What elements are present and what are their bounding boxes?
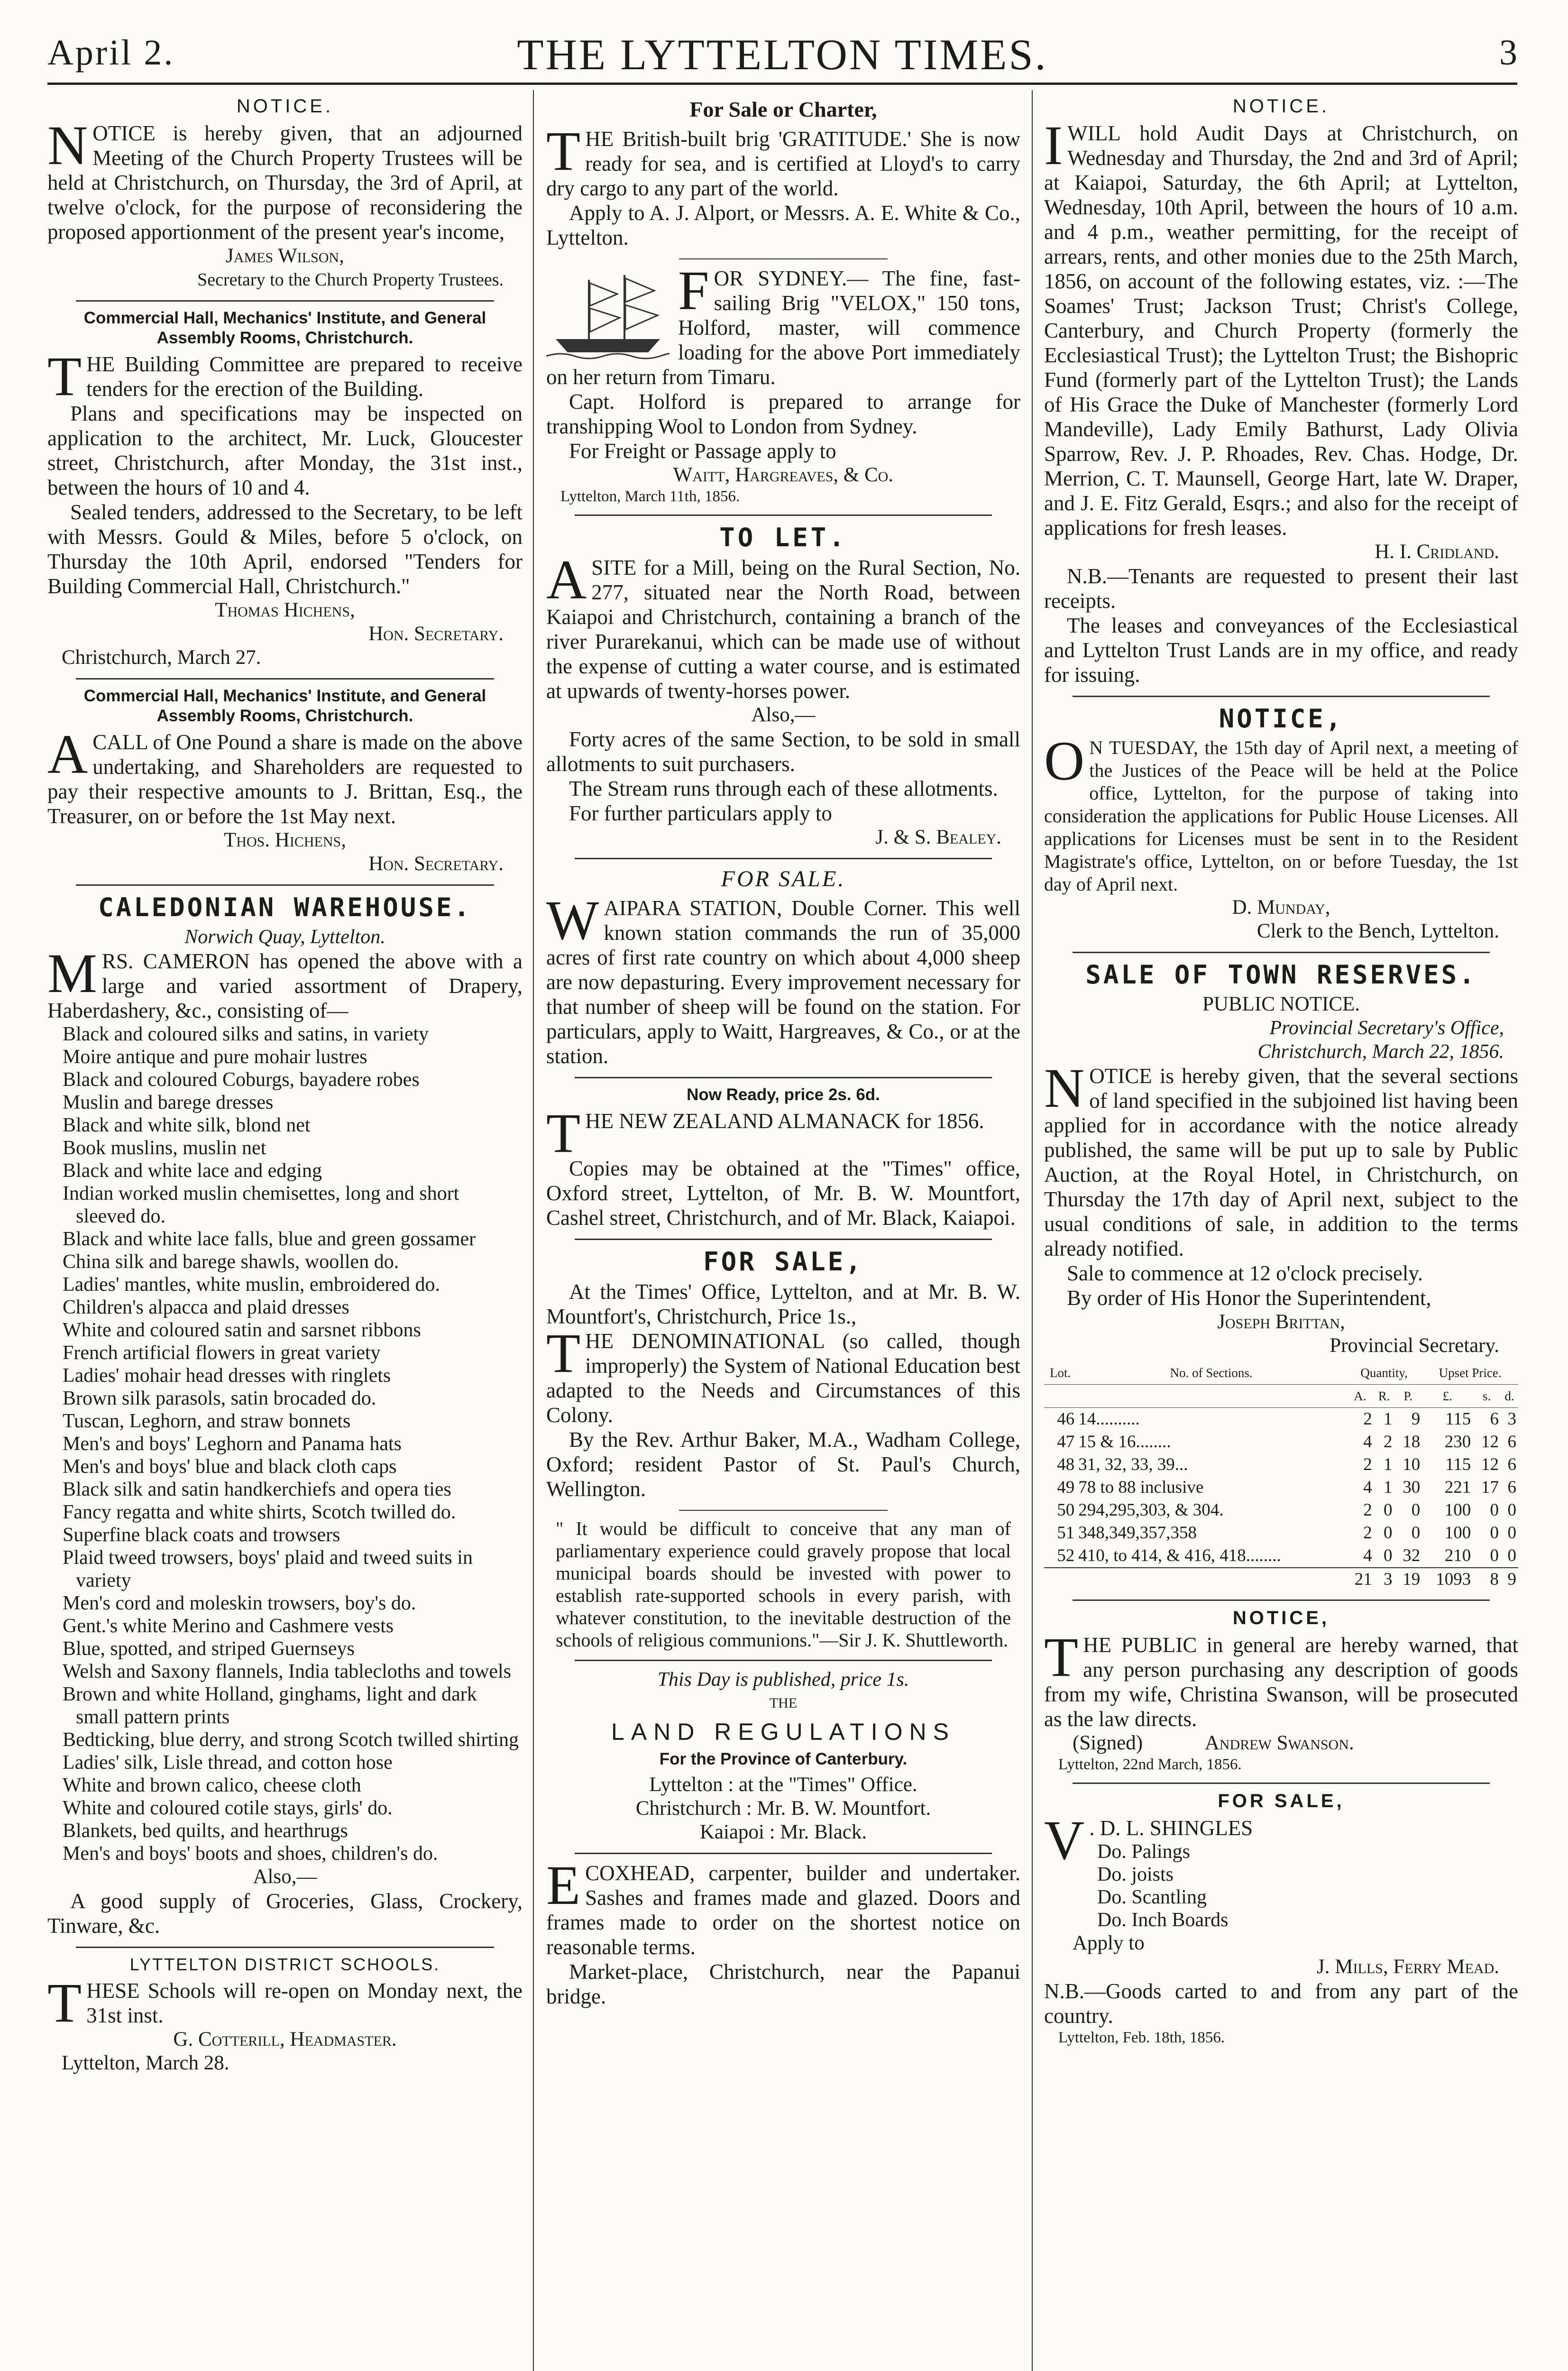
drop-cap: F [678,259,709,322]
table-cell: 6 [1507,1455,1516,1474]
list-item: White and coloured satin and sarsnet ribbons [63,1319,421,1341]
paragraph: N.B.—Goods carted to and from any part of the country. [1044,1979,1518,2028]
lots-table-body [1044,1408,1518,1568]
list-item: Do. Palings [1097,1841,1191,1863]
table-cell: 0 [1490,1546,1499,1565]
paragraph: WILL hold Audit Days at Christchurch, on Wednesday and Thursday, the 2nd and 3rd of April; at Kaiapoi, Saturday, the 6th April; at Lyttelton, Wednesday, 10th April, between the hours of 10 a.m. and 4 p.m., weather permitting, for the receipt of arrears, rents, and other monies due to the 25th March, 1856, on account of the following estates, viz. :—The Soames' Trust; Jackson Trust; Christ's College, Canterbury, and Church Property (formerly the Ecclesiastical Trust); the Lyttelton Trust; the Bishopric Fund (formerly part of the Lyttelton Trust); the Lands of His Grace the Duke of Manchester (formerly Lord Mandeville), Lady Emily Bathurst, Lady Olivia Sparrow, Rev. J. P. Rhoades, Rev. Chas. Hodge, Dr. Merrion, C. T. Maunsell, George Hart, late W. Draper, and J. E. Fitz Gerald, Esqrs.; and also for the receipt of applications for fresh leases. [1044,121,1518,540]
signature: J. & S. Bealey. [875,826,1001,848]
section-heading: LYTTELTON DISTRICT SCHOOLS. [129,1955,440,1974]
table-cell: 51 [1057,1523,1075,1543]
paragraph: By order of His Honor the Superintendent, [1067,1286,1431,1310]
section-heading: For Sale or Charter, [689,97,877,121]
signature: J. Mills, Ferry Mead. [1317,1956,1499,1978]
paragraph: Capt. Holford is prepared to arrange for transhipping Wool to London from Sydney. [546,390,1020,438]
list-item: Gent.'s white Merino and Cashmere vests [63,1615,394,1637]
list-item: Do. joists [1097,1864,1174,1885]
section-heading: Now Ready, price 2s. 6d. [687,1085,880,1104]
signature: D. Munday, [1232,896,1330,919]
drop-cap: O [1044,730,1085,792]
paragraph: Apply to A. J. Alport, or Messrs. A. E. White & Co., Lyttelton. [546,201,1020,249]
table-row [1044,1476,1518,1499]
list-item: White and coloured cotile stays, girls' do. [63,1797,393,1819]
table-cell: 0 [1383,1500,1393,1520]
list-item: Do. Scantling [1097,1886,1207,1908]
to-let-ad [546,523,1020,849]
table-cell: 6 [1507,1432,1516,1452]
list-item: Welsh and Saxony flannels, India tablecloths and towels [63,1661,512,1682]
paragraph: COXHEAD, carpenter, builder and undertaker. Sashes and frames made and glazed. Doors and frames made to order on the shortest notice on reasonable terms. [546,1861,1020,1959]
tenders-notice [47,308,523,670]
divider [1073,1599,1490,1601]
table-row [1044,1522,1518,1544]
sub-heading: For the Province of Canterbury. [659,1750,908,1768]
paragraph: HE NEW ZEALAND ALMANACK for 1856. [585,1109,984,1133]
section-heading: NOTICE, [1219,704,1344,734]
ship-icon [546,268,669,363]
paragraph: A good supply of Groceries, Glass, Crockery, Tinware, &c. [47,1889,523,1938]
paragraph: N.B.—Tenants are requested to present their last receipts. [1044,564,1518,613]
table-row [1044,1453,1518,1476]
table-subheader: A. [1346,1385,1374,1408]
table-cell: 0 [1411,1500,1421,1520]
divider [679,258,888,259]
divider [575,858,992,859]
drop-cap: A [47,723,88,785]
divider [76,300,494,302]
table-cell: 410, to 414, & 416, 418........ [1078,1546,1281,1565]
paragraph: For further particulars apply to [569,801,832,825]
section-heading: SALE OF TOWN RESERVES. [1085,960,1477,990]
list-item: Black silk and satin handkerchiefs and opera ties [63,1479,451,1500]
list-item: Do. Inch Boards [1097,1909,1229,1931]
table-cell: 100 [1444,1523,1471,1543]
also-label: Also,— [253,1866,317,1888]
place-date: Lyttelton, Feb. 18th, 1856. [1058,2029,1225,2046]
list-item: Children's alpacca and plaid dresses [63,1296,349,1318]
list-item: Ladies' mohair head dresses with ringlets [63,1365,391,1387]
place-date: Christchurch, March 27. [62,646,261,669]
place-date: Lyttelton, March 28. [62,2052,229,2074]
paragraph: RS. CAMERON has opened the above with a large and varied assortment of Drapery, Haberdashery, &c., consisting of— [47,949,523,1022]
list-item: White and brown calico, cheese cloth [63,1774,361,1796]
paragraph: Market-place, Christchurch, near the Papanui bridge. [546,1960,1020,2008]
paragraph: SITE for a Mill, being on the Rural Section, No. 277, situated near the North Road, between Kaiapoi and Christchurch, containing a branch of the river Purarekanui, which can be made use of without the expense of cutting a water course, and is estimated at upwards of twenty-horses power. [546,556,1020,703]
schools-notice [47,1955,523,2075]
audit-notice [1044,96,1518,687]
table-cell: 31, 32, 33, 39... [1078,1455,1188,1474]
table-cell: 0 [1411,1523,1421,1543]
signature: Andrew Swanson. [1204,1732,1354,1754]
table-cell: 48 [1057,1455,1075,1474]
list-item: Book muslins, muslin net [63,1137,266,1159]
table-header: Quantity, [1346,1361,1422,1385]
paragraph: N TUESDAY, the 15th day of April next, a meeting of the Justices of the Peace will be held at the Police office, Lyttelton, for the purpose of taking into consideration the applications for Public House Licenses. All applications for Licenses must be sent in to the Resident Magistrate's office, Lyttelton, on or before Tuesday, the 1st day of April next. [1044,737,1518,895]
table-cell: 4 [1363,1432,1372,1452]
list-item: Black and white lace falls, blue and green gossamer [63,1228,476,1250]
almanack-ad [546,1085,1020,1230]
paragraph: For Freight or Passage apply to [569,439,836,463]
table-cell: 4 [1363,1546,1372,1565]
table-cell: 0 [1490,1500,1499,1520]
table-cell: 30 [1403,1478,1421,1497]
denominational-ad [546,1247,1020,1651]
divider [76,884,494,886]
list-item: Men's cord and moleskin trowsers, boy's do. [63,1592,416,1614]
table-cell: 210 [1444,1546,1471,1565]
drop-cap: I [1044,114,1063,176]
place-date: Christchurch, March 22, 1856. [1257,1041,1504,1063]
section-heading: Commercial Hall, Mechanics' Institute, and General Assembly Rooms, Christchurch. [83,687,486,725]
issue-date: April 2. [47,33,175,73]
signed-label: (Signed) [1073,1732,1143,1754]
drop-cap: T [546,1322,581,1384]
list-item: Tuscan, Leghorn, and straw bonnets [63,1410,351,1432]
table-row [1044,1544,1518,1568]
table-subheader: P. [1394,1385,1422,1408]
table-cell: 2 [1363,1500,1372,1520]
divider [575,515,992,516]
column-rule [533,90,534,2371]
column-rule [1032,90,1033,2371]
drop-cap: N [47,114,88,176]
table-cell: 0 [1507,1546,1516,1565]
table-cell: 294,295,303, & 304. [1078,1500,1224,1520]
signature: G. Cotterill, Headmaster. [173,2028,397,2050]
table-cell: 2 [1363,1409,1372,1429]
section-heading: Commercial Hall, Mechanics' Institute, and General Assembly Rooms, Christchurch. [83,309,486,347]
list-item: Blue, spotted, and striped Guernseys [63,1638,355,1660]
section-heading: CALEDONIAN WAREHOUSE. [98,892,472,922]
paragraph: Forty acres of the same Section, to be sold in small allotments to suit purchasers. [546,727,1020,776]
drop-cap: T [47,345,82,407]
section-heading: FOR SALE. [721,866,846,891]
table-cell: 0 [1490,1523,1499,1543]
paragraph: CALL of One Pound a share is made on the above undertaking, and Shareholders are requested to pay their respective amounts to J. Brittan, Esq., the Treasurer, on or before the 1st May next. [47,730,523,828]
share-call-notice [47,686,523,876]
newspaper-title: THE LYTTELTON TIMES. [517,30,1048,79]
paragraph: AIPARA STATION, Double Corner. This well known station commands the run of 35,000 acres of first rate country on which about 4,000 sheep are now depasturing. Every improvement necessary for that number of sheep will be found on the station. For particulars, apply to Waitt, Hargreaves, & Co., or at the station. [546,896,1020,1068]
signature: Joseph Brittan, [1217,1311,1345,1333]
agent-line: Christchurch : Mr. B. W. Mountfort. [635,1797,931,1820]
divider [76,678,494,680]
drop-cap: T [546,120,581,182]
signature-role: Provincial Secretary. [1330,1334,1499,1357]
list-item: Men's and boys' blue and black cloth caps [63,1456,397,1478]
table-cell: 4 [1363,1478,1372,1497]
signature: H. I. Cridland. [1375,541,1499,563]
table-header: No. of Sections. [1076,1361,1346,1385]
signature-role: Clerk to the Bench, Lyttelton. [1256,920,1499,942]
signature-role: Secretary to the Church Property Trustees. [197,270,504,290]
table-cell: 21 [1346,1568,1374,1591]
table-cell: 0 [1507,1500,1516,1520]
table-cell: 15 & 16........ [1078,1432,1171,1452]
list-item: Brown and white Holland, ginghams, light and dark small pattern prints [63,1683,477,1728]
notice-heading: NOTICE. [236,96,334,117]
table-subheader: £. [1422,1385,1473,1408]
table-cell: 230 [1444,1432,1471,1452]
charter-ad [546,97,1020,250]
notice-church-trustees [47,96,523,292]
signature: Thos. Hichens, [224,829,346,851]
section-heading: LAND REGULATIONS [611,1719,955,1745]
divider [679,1510,888,1511]
place-date: Lyttelton, 22nd March, 1856. [1058,1756,1242,1773]
paragraph: OR SYDNEY.— The fine, fast-sailing Brig "VELOX," 150 tons, Holford, master, will commence loading for the above Port immediately on her return from Timaru. [546,267,1020,389]
list-item: Men's and boys' Leghorn and Panama hats [63,1433,402,1455]
table-header: Lot. [1044,1361,1076,1385]
table-cell: 2 [1363,1455,1372,1474]
table-cell: 1 [1383,1478,1393,1497]
table-cell: 348,349,357,358 [1078,1523,1197,1543]
notice-text: OTICE is hereby given, that an adjourned Meeting of the Church Property Trustees will be held at Christchurch, on Thursday, the 3rd of April, at twelve o'clock, for the purpose of reconsidering the proposed apportionment of the present year's income, [47,121,523,244]
also-label: Also,— [751,704,816,726]
divider [1073,1783,1490,1784]
divider [575,1660,992,1661]
table-row [1044,1408,1518,1431]
table-cell: 115 [1445,1455,1471,1474]
totals-row [1044,1568,1518,1591]
table-cell: 19 [1394,1568,1422,1591]
signature: James Wilson, [226,245,344,267]
table-cell: 8 [1473,1568,1501,1591]
list-item: Superfine black coats and trowsers [63,1524,340,1546]
list-item: Indian worked muslin chemisettes, long and short sleeved do. [63,1183,459,1227]
land-regulations-ad [546,1668,1020,1844]
paragraph: The Stream runs through each of these allotments. [569,777,998,800]
paragraph: Sealed tenders, addressed to the Secretary, to be left with Messrs. Gould & Miles, before 5 o'clock, on Thursday the 10th April, endorsed "Tenders for Building Commercial Hall, Christchurch." [47,500,523,598]
agent-line: Lyttelton : at the "Times" Office. [649,1774,917,1796]
table-cell: 9 [1411,1409,1421,1429]
item-list [47,1023,523,1865]
column-1 [47,93,523,2371]
signature: Waitt, Hargreaves, & Co. [673,464,894,486]
table-cell: 10 [1403,1455,1421,1474]
list-item: Muslin and barege dresses [63,1092,274,1113]
signature-role: Hon. Secretary. [368,853,504,875]
signature-role: Hon. Secretary. [368,623,504,645]
paragraph: HE British-built brig 'GRATITUDE.' She is now ready for sea, and is certified at Lloyd's to carry dry cargo to any part of the world. [546,127,1020,200]
table-cell: 12 [1481,1432,1499,1452]
town-reserves-notice [1044,960,1518,1591]
drop-cap: W [546,889,599,951]
table-cell: 0 [1383,1523,1393,1543]
drop-cap: E [546,1854,581,1916]
caledonian-warehouse-ad [47,892,523,1938]
table-cell: 3 [1507,1409,1516,1429]
drop-cap: A [546,549,587,611]
table-cell: 17 [1481,1478,1499,1497]
office-line: Provincial Secretary's Office, [1269,1017,1504,1039]
paragraph: HE DENOMINATIONAL (so called, though improperly) the System of National Education best adapted to the Needs and Circumstances of this Colony. [546,1329,1020,1427]
paragraph: HE PUBLIC in general are hereby warned, that any person purchasing any description of goods from my wife, Christina Swanson, will be prosecuted as the law directs. [1044,1633,1518,1731]
coxhead-ad [546,1854,1020,2009]
table-cell: 18 [1403,1432,1421,1452]
list-item: Men's and boys' boots and shoes, children's do. [63,1843,438,1865]
table-cell: 49 [1057,1478,1075,1497]
table-cell: 3 [1374,1568,1394,1591]
location: Norwich Quay, Lyttelton. [184,926,385,948]
swanson-notice [1044,1608,1518,1774]
drop-cap: T [47,1972,82,2034]
table-cell: 1 [1383,1409,1393,1429]
table-cell: 6 [1507,1478,1516,1497]
divider [575,1239,992,1240]
agent-line: Kaiapoi : Mr. Black. [699,1821,867,1843]
paragraph: Plans and specifications may be inspected on application to the architect, Mr. Luck, Gloucester street, Christchurch, after Monday, the 31st inst., between the hours of 10 and 4. [47,402,523,499]
article-word: THE [769,1695,798,1711]
column-3 [1044,93,1518,2371]
published-line: This Day is published, price 1s. [657,1669,909,1691]
paragraph: Sale to commence at 12 o'clock precisely. [1067,1261,1423,1285]
list-item: Blankets, bed quilts, and hearthrugs [63,1820,348,1842]
table-cell: 115 [1445,1409,1471,1429]
list-item: Bedticking, blue derry, and strong Scotch twilled shirting [63,1729,519,1751]
table-cell: 14.......... [1078,1409,1140,1429]
licenses-notice [1044,704,1518,943]
place-date: Lyttelton, March 11th, 1856. [560,488,740,505]
list-item: Fancy regatta and white shirts, Scotch twilled do. [63,1501,456,1523]
table-row [1044,1499,1518,1522]
masthead [47,29,1517,85]
table-row [1044,1431,1518,1453]
list-item: French artificial flowers in great variety [63,1342,381,1364]
apply-label: Apply to [1073,1932,1145,1954]
list-item: China silk and barege shawls, woollen do. [63,1251,399,1273]
table-header: Upset Price. [1422,1361,1518,1385]
drop-cap: T [546,1102,581,1164]
column-2 [546,93,1020,2371]
list-item: Moire antique and pure mohair lustres [63,1046,367,1068]
drop-cap: N [1044,1057,1085,1119]
table-cell: 221 [1444,1478,1471,1497]
list-item: Black and coloured Coburgs, bayadere robes [63,1069,420,1091]
list-item: Black and white silk, blond net [63,1114,311,1136]
table-cell: 12 [1481,1455,1499,1474]
table-cell: 46 [1057,1409,1075,1429]
table-cell: 32 [1403,1546,1421,1565]
list-item: Plaid tweed trowsers, boys' plaid and tweed suits in variety [63,1547,473,1591]
drop-cap: M [47,942,97,1004]
ad-title: . D. L. SHINGLES [1089,1816,1253,1840]
drop-cap: T [1044,1626,1079,1688]
sub-heading: PUBLIC NOTICE. [1202,993,1360,1015]
table-cell: 2 [1383,1432,1393,1452]
section-heading: TO LET. [719,523,847,552]
table-subheader: R. [1374,1385,1394,1408]
list-item: Ladies' silk, Lisle thread, and cotton hose [63,1752,393,1774]
divider [575,1077,992,1078]
table-cell: 1093 [1422,1568,1473,1591]
section-heading: NOTICE. [1232,96,1330,117]
divider [1073,952,1490,953]
sydney-ad [546,259,1020,506]
table-cell: 50 [1057,1500,1075,1520]
lots-table [1044,1361,1518,1591]
list-item: Ladies' mantles, white muslin, embroidered do. [63,1274,440,1296]
table-cell: 47 [1057,1432,1075,1452]
section-heading: FOR SALE, [1218,1791,1345,1811]
drop-cap: V [1044,1809,1085,1871]
table-cell: 100 [1444,1500,1471,1520]
divider [575,1853,992,1854]
table-cell: 52 [1057,1546,1075,1565]
paragraph: HE Building Committee are prepared to receive tenders for the erection of the Building. [86,352,523,401]
table-cell: 2 [1363,1523,1372,1543]
table-subheader: s. [1473,1385,1501,1408]
section-heading: FOR SALE, [703,1247,863,1277]
shingles-ad [1044,1791,1518,2047]
paragraph: Copies may be obtained at the "Times" office, Oxford street, Lyttelton, of Mr. B. W. Mountfort, Cashel street, Christchurch, and of Mr. Black, Kaiapoi. [546,1157,1020,1230]
list-item: Black and coloured silks and satins, in variety [63,1023,429,1045]
divider [76,1947,494,1948]
quotation: " It would be difficult to conceive that any man of parliamentary experience could gravely propose that local municipal boards should be invested with power to establish rate-supported schools in every parish, with whatever constitution, to the inevitable destruction of the schools of religious communions."—Sir J. K. Shuttleworth. [556,1518,1011,1651]
table-cell: 0 [1383,1546,1393,1565]
table-cell: 0 [1507,1523,1516,1543]
list-item: Black and white lace and edging [63,1160,322,1182]
item-list [1044,1840,1518,1931]
waipara-station-ad [546,866,1020,1068]
page-number: 3 [1499,33,1517,73]
table-subheader: d. [1501,1385,1518,1408]
paragraph: At the Times' Office, Lyttelton, and at Mr. B. W. Mountfort's, Christchurch, Price 1s., [546,1280,1020,1328]
paragraph: By the Rev. Arthur Baker, M.A., Wadham College, Oxford; resident Pastor of St. Paul's Church, Wellington. [546,1428,1020,1501]
table-cell: 1 [1383,1455,1393,1474]
table-cell: 78 to 88 inclusive [1078,1478,1204,1497]
paragraph: The leases and conveyances of the Ecclesiastical and Lyttelton Trust Lands are in my office, and ready for issuing. [1044,614,1518,687]
table-cell: 9 [1501,1568,1518,1591]
section-heading: NOTICE, [1232,1608,1330,1628]
table-cell: 6 [1490,1409,1499,1429]
signature: Thomas Hichens, [215,599,355,621]
paragraph: OTICE is hereby given, that the several sections of land specified in the subjoined list having been applied for in accordance with the notice already published, the same will be put up to sale by Public Auction, at the Royal Hotel, in Christchurch, on Thursday the 17th day of April next, subject to the usual conditions of sale, in addition to the terms already notified. [1044,1064,1518,1260]
list-item: Brown silk parasols, satin brocaded do. [63,1388,376,1409]
divider [1073,696,1490,697]
paragraph: HESE Schools will re-open on Monday next, the 31st inst. [86,1979,523,2027]
